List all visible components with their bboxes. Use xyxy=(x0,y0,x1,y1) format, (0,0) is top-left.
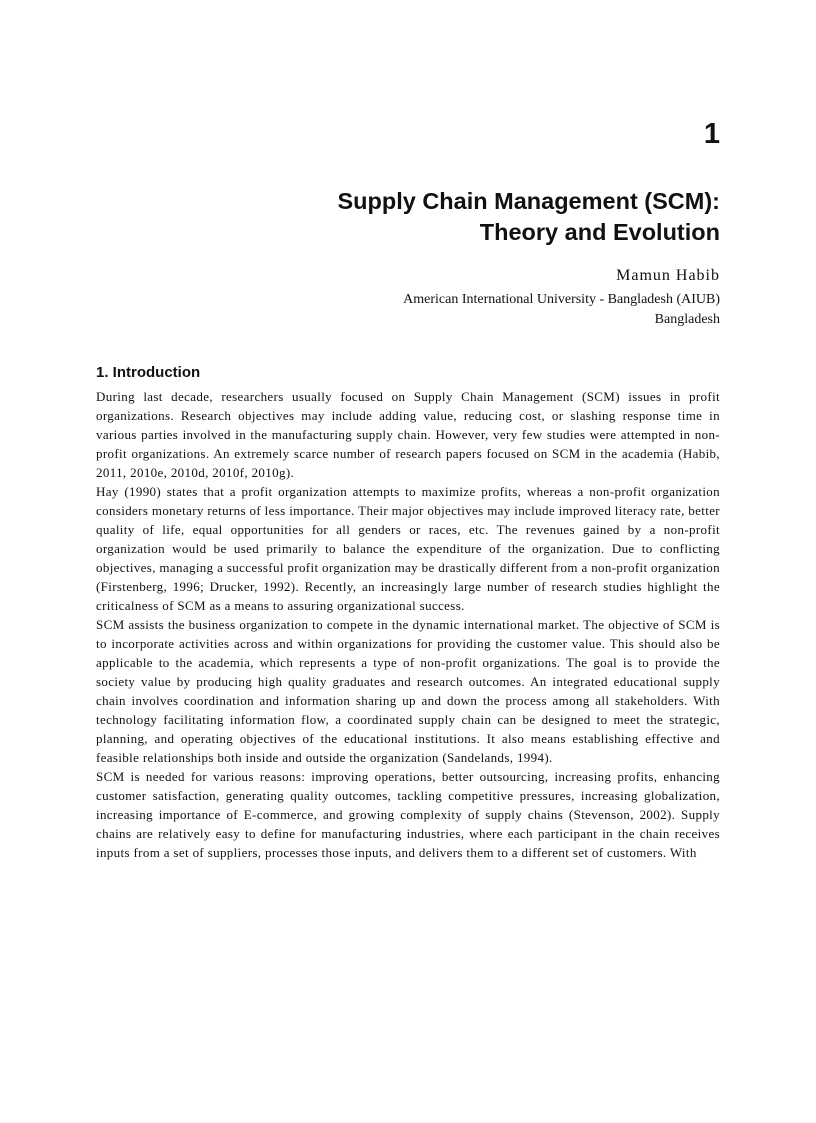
affiliation-institution: American International University - Bangladesh (AIUB) xyxy=(403,292,720,307)
affiliation-country: Bangladesh xyxy=(654,312,720,327)
section-body xyxy=(96,387,720,862)
chapter-title-line-2: Theory and Evolution xyxy=(479,219,720,245)
document-page xyxy=(96,0,720,1123)
chapter-title-line-1: Supply Chain Management (SCM): xyxy=(337,188,720,214)
chapter-title xyxy=(160,186,720,248)
paragraph: SCM is needed for various reasons: improving operations, better outsourcing, increasing profits, enhancing customer satisfaction, generating quality outcomes, tackling competitive pressures, increasing globalization, increasing importance of E-commerce, and growing complexity of supply chains (Stevenson, 2002). Supply chains are relatively easy to define for manufacturing industries, where each participant in the chain receives inputs from a set of suppliers, processes those inputs, and delivers them to a different set of customers. With xyxy=(96,769,720,860)
paragraph: SCM assists the business organization to compete in the dynamic international market. The objective of SCM is to incorporate activities across and within organizations for providing the customer value. This should also be applicable to the academia, which represents a type of non-profit organizations. The goal is to provide the society value by producing high quality graduates and research outcomes. An integrated educational supply chain involves coordination and information sharing up and down the process among all stakeholders. With technology facilitating information flow, a coordinated supply chain can be designed to meet the strategic, planning, and operating objectives of the educational institutions. It also means establishing effective and feasible relationships both inside and outside the organization (Sandelands, 1994). xyxy=(96,617,720,765)
author-name: Mamun Habib xyxy=(616,267,720,284)
section-heading: 1. Introduction xyxy=(96,364,201,381)
author-affiliation xyxy=(403,290,720,330)
chapter-number: 1 xyxy=(703,118,720,150)
paragraph: Hay (1990) states that a profit organization attempts to maximize profits, whereas a non-profit organization considers monetary returns of less importance. Their major objectives may include improved literacy rate, better quality of life, equal opportunities for all genders or races, etc. The revenues gained by a non-profit organization would be used primarily to balance the expenditure of the organization. Due to conflicting objectives, managing a successful profit organization may be drastically different from a non-profit organization (Firstenberg, 1996; Drucker, 1992). Recently, an increasingly large number of research studies highlight the criticalness of SCM as a means to assuring organizational success. xyxy=(96,484,720,613)
paragraph: During last decade, researchers usually focused on Supply Chain Management (SCM) issues in profit organizations. Research objectives may include adding value, reducing cost, or slashing response time in various parties involved in the manufacturing supply chain. However, very few studies were attempted in non-profit organizations. An extremely scarce number of research papers focused on SCM in the academia (Habib, 2011, 2010e, 2010d, 2010f, 2010g). xyxy=(96,389,720,480)
